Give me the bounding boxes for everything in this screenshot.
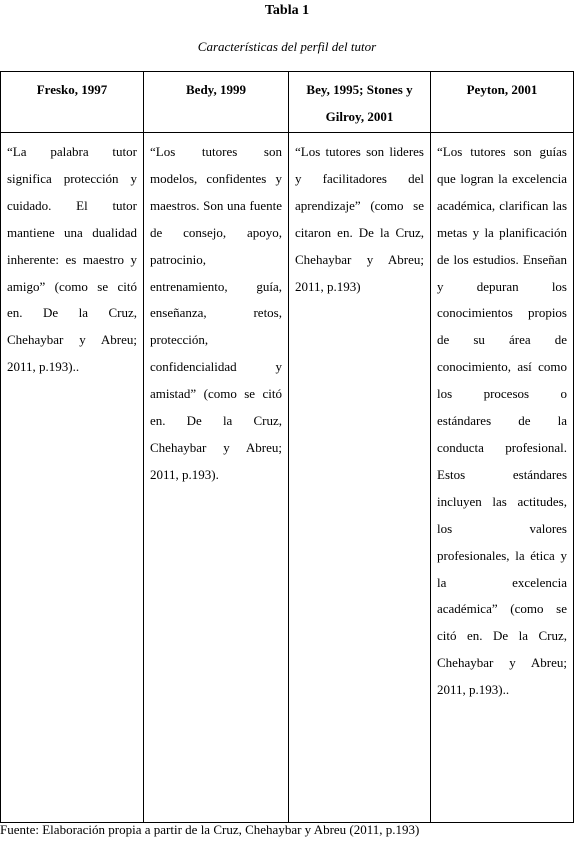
cell-bey-stones-gilroy: “Los tutores son lideres y facilitadores del aprendizaje” (como se citaron en. De la Cruz, Chehaybar y Abreu; 2011, p.193) [289, 133, 431, 823]
header-peyton: Peyton, 2001 [431, 72, 574, 133]
cell-bedy: “Los tutores son modelos, confidentes y maestros. Son una fuente de consejo, apoyo, patrocinio, entrenamiento, guía, enseñanza, retos, protección, confidencialidad y amistad” (como se citó en. De la Cruz, Chehaybar y Abreu; 2011, p.193). [144, 133, 289, 823]
table-title: Tabla 1 [264, 3, 310, 18]
tutor-profile-table [0, 71, 574, 823]
header-fresko: Fresko, 1997 [1, 72, 144, 133]
table-row [1, 133, 574, 823]
source-note: Fuente: Elaboración propia a partir de la Cruz, Chehaybar y Abreu (2011, p.193) [0, 822, 420, 837]
cell-fresko: “La palabra tutor significa protección y cuidado. El tutor mantiene una dualidad inherente: es maestro y amigo” (como se citó en. De la Cruz, Chehaybar y Abreu; 2011, p.193).. [1, 133, 144, 823]
header-bey-stones-gilroy: Bey, 1995; Stones y Gilroy, 2001 [289, 72, 431, 133]
header-bedy: Bedy, 1999 [144, 72, 289, 133]
cell-peyton: “Los tutores son guías que logran la excelencia académica, clarifican las metas y la planificación de los estudios. Enseñan y depuran los conocimientos propios de su área de conocimiento, así como los procesos o estándares de la conducta profesional. Estos estándares incluyen las actitudes, los valores profesionales, la ética y la excelencia académica” (como se citó en. De la Cruz, Chehaybar y Abreu; 2011, p.193).. [431, 133, 574, 823]
table-subtitle: Características del perfil del tutor [197, 39, 377, 54]
header-row [1, 72, 574, 133]
